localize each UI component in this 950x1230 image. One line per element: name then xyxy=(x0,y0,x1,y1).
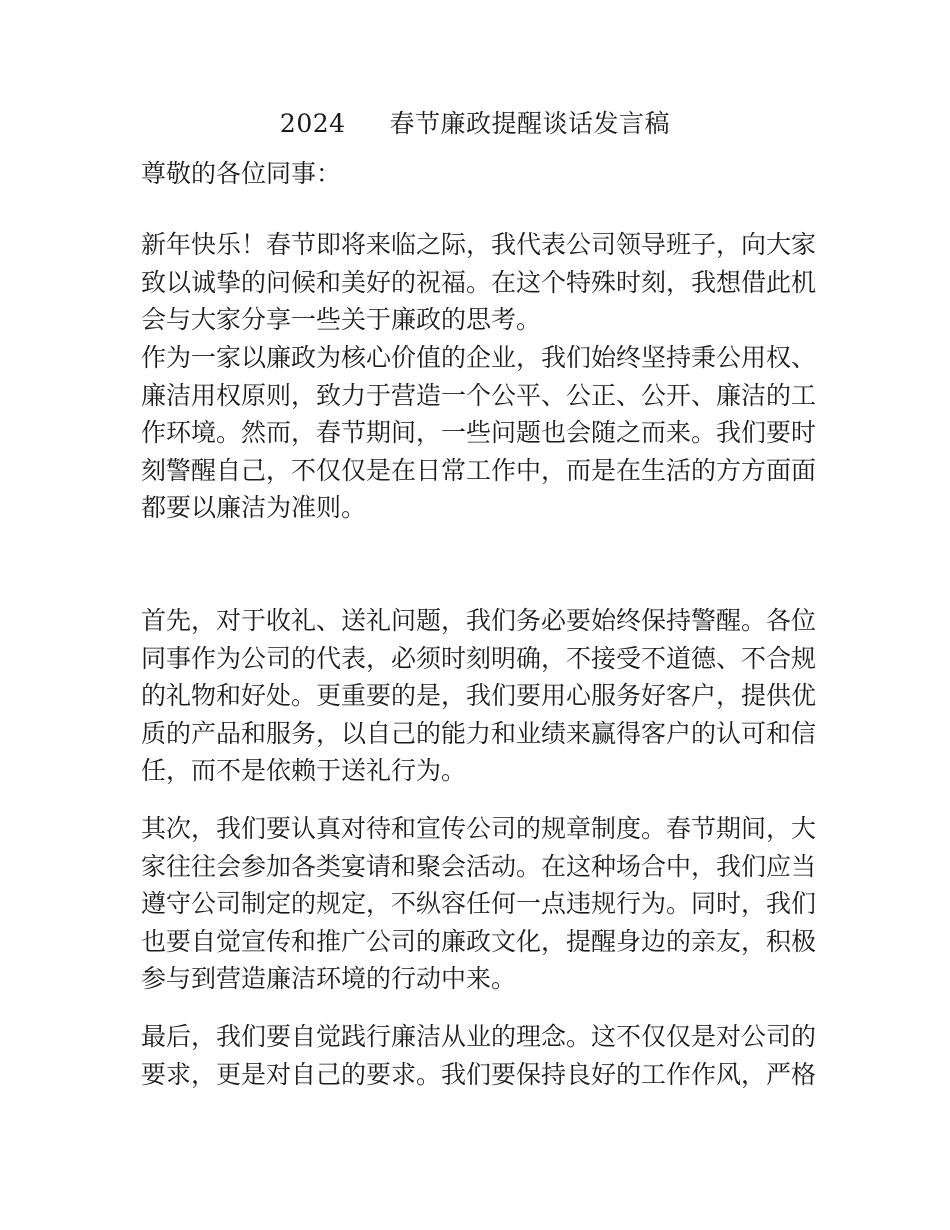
greeting: 尊敬的各位同事： xyxy=(141,159,342,188)
paragraph-opening: 新年快乐！春节即将来临之际，我代表公司领导班子，向大家致以诚挚的问候和美好的祝福。在这个特殊时刻，我想借此机会与大家分享一些关于廉政的思考。 xyxy=(141,230,817,335)
paragraph-gifts: 首先，对于收礼、送礼问题，我们务必要始终保持警醒。各位同事作为公司的代表，必须时刻明确，不接受不道德、不合规的礼物和好处。更重要的是，我们要用心服务好客户，提供优质的产品和服务，以自己的能力和业绩来赢得客户的认可和信任，而不是依赖于送礼行为。 xyxy=(141,606,817,786)
title-text: 春节廉政提醒谈话发言稿 xyxy=(389,109,671,138)
document-title xyxy=(0,104,950,144)
paragraph-practice: 最后，我们要自觉践行廉洁从业的理念。这不仅仅是对公司的要求，更是对自己的要求。我们要保持良好的工作作风，严格 xyxy=(141,1022,817,1089)
title-year: 2024 xyxy=(279,109,346,138)
paragraph-regulations: 其次，我们要认真对待和宣传公司的规章制度。春节期间，大家往往会参加各类宴请和聚会活动。在这种场合中，我们应当遵守公司制定的规定，不纵容任何一点违规行为。同时，我们也要自觉宣传和推广公司的廉政文化，提醒身边的亲友，积极参与到营造廉洁环境的行动中来。 xyxy=(141,814,817,994)
paragraph-company-values: 作为一家以廉政为核心价值的企业，我们始终坚持秉公用权、廉洁用权原则，致力于营造一个公平、公正、公开、廉洁的工作环境。然而，春节期间，一些问题也会随之而来。我们要时刻警醒自己，不仅仅是在日常工作中，而是在生活的方方面面都要以廉洁为准则。 xyxy=(141,343,817,523)
